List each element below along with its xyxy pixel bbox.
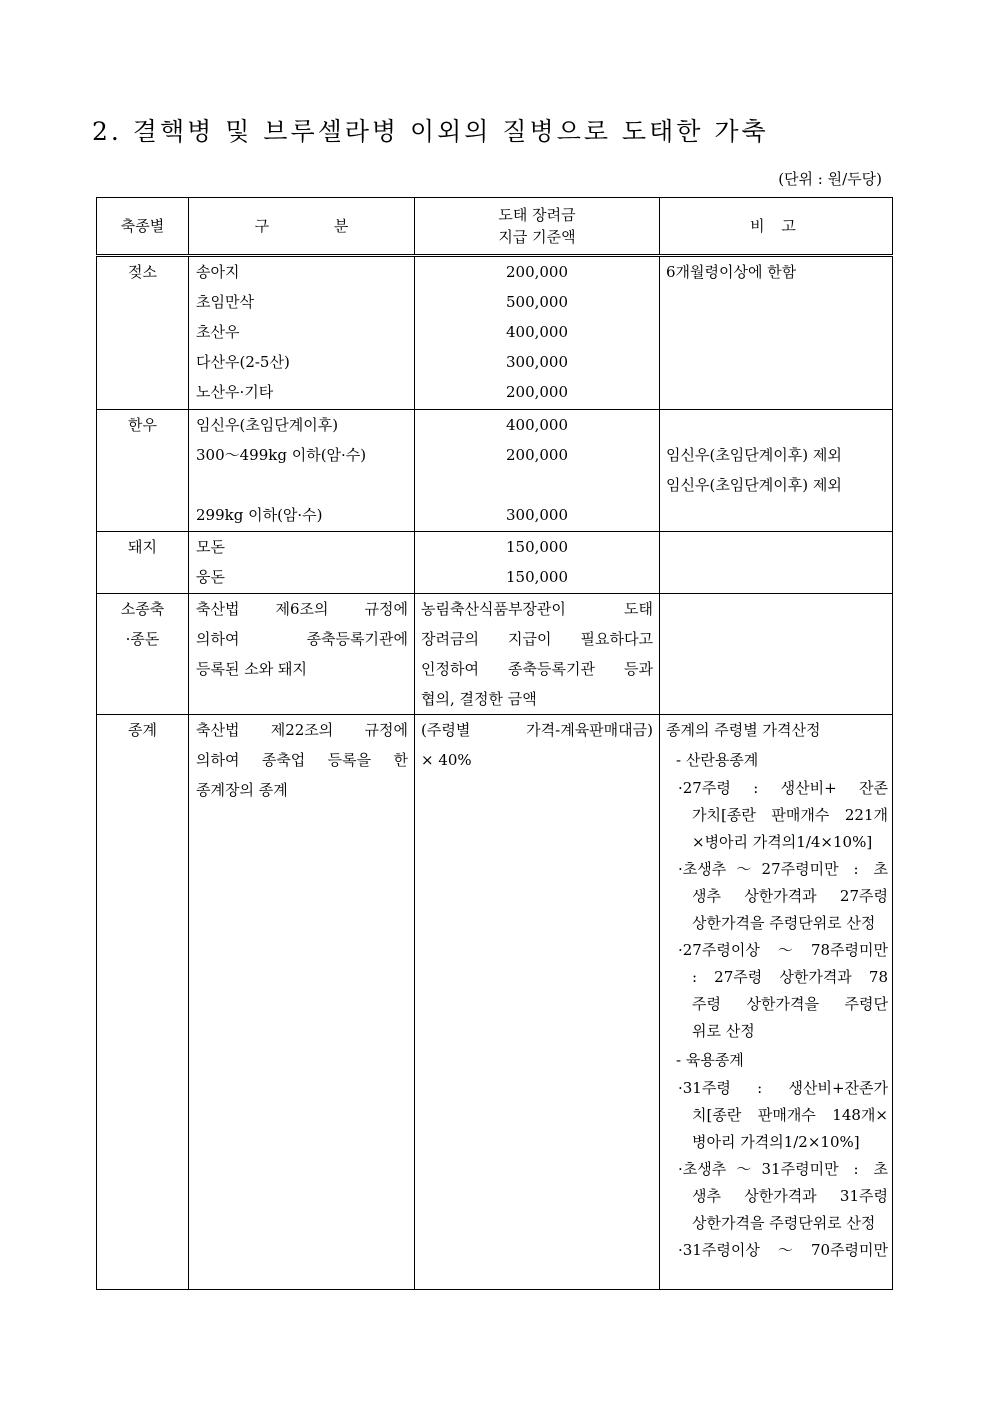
list-item: ·초생추～27주령미만 : 초 생추 상한가격과 27주령 상한가격을 주령단위로 산정 [678,860,888,932]
list-item: ·초생추～31주령미만 : 초 생추 상한가격과 31주령 상한가격을 주령단위로 산정 [678,1160,888,1232]
cell-kind: 한우 [97,410,189,532]
header-remarks: 비 고 [660,198,893,256]
table-row-pig [97,532,893,594]
cell-amounts: 200,000 500,000 400,000 300,000 200,000 [415,256,660,410]
list-item: ·31주령 : 생산비+잔존가 치[종란 판매개수 148개× 병아리 가격의1/2×10%] [678,1079,888,1151]
list-item: ·27주령 : 생산비+ 잔존 가치[종란 판매개수 221개 ×병아리 가격의1/4×10%] [678,779,888,851]
unit-note: (단위 : 원/두당) [778,170,882,188]
cell-description: 축산법 제6조의 규정에 의하여 종축등록기관에 등록된 소와 돼지 [189,594,415,715]
cell-kind: 돼지 [97,532,189,594]
table-header-row [97,198,893,256]
table-row-dairy [97,256,893,410]
cell-remarks: 6개월령이상에 한함 [660,256,893,410]
list-item: ·31주령이상～70주령미만 [678,1241,888,1259]
cell-kind: 젖소 [97,256,189,410]
table-row-breeder-chicken [97,715,893,1290]
table-row-hanwoo [97,410,893,532]
header-kind: 축종별 [97,198,189,256]
cell-remarks [660,532,893,594]
cell-remarks: 종계의 주령별 가격산정 - 산란용종계 ·27주령 : 생산비+ 잔존 가치[종란 판매개수 221개 ×병아리 가격의1/4×10%] ·초생추～27주령미만 : 초 생추 상한가격과 27주령 상한가격을 주령단위로 산정 ·27주령이상～78주령미만 : 27주령 상한가격과 78 주령 상한가격을 주령단 위로 산정 - 육용종계 ·31주령 : 생산비+잔존가 치[종란 판매개수 148개× 병아리 가격의1/2×10%] ·초생추～31주령미만 : 초 생추 상한가격과 31주령 상한가격을 주령단위로 산정 ·31주령이상～70주령미만 [660,715,893,1290]
cell-description: 축산법 제22조의 규정에 의하여 종축업 등록을 한 종계장의 종계 [189,715,415,1290]
cell-amount-text: 농림축산식품부장관이 도태 장려금의 지급이 필요하다고 인정하여 종축등록기관 등과 협의, 결정한 금액 [415,594,660,715]
list-item: ·27주령이상～78주령미만 : 27주령 상한가격과 78 주령 상한가격을 주령단 위로 산정 [678,941,888,1040]
cell-remarks [660,594,893,715]
cell-amounts: 150,000 150,000 [415,532,660,594]
cell-kind: 종계 [97,715,189,1290]
header-amount: 도태 장려금 지급 기준액 [415,198,660,256]
subsidy-table [96,197,893,1290]
cell-items: 송아지 초임만삭 초산우 다산우(2-5산) 노산우·기타 [189,256,415,410]
table-row-breeding-stock [97,594,893,715]
cell-kind: 소종축 ·종돈 [97,594,189,715]
cell-items: 임신우(초임단계이후) 300～499kg 이하(암·수) 299kg 이하(암·수) [189,410,415,532]
document-title: 2. 결핵병 및 브루셀라병 이외의 질병으로 도태한 가축 [92,117,769,146]
cell-remarks: 임신우(초임단계이후) 제외 임신우(초임단계이후) 제외 [660,410,893,532]
header-category: 구 분 [189,198,415,256]
cell-items: 모돈 웅돈 [189,532,415,594]
cell-amounts: 400,000 200,000 300,000 [415,410,660,532]
cell-amount-text: (주령별 가격-계육판매대금) × 40% [415,715,660,1290]
